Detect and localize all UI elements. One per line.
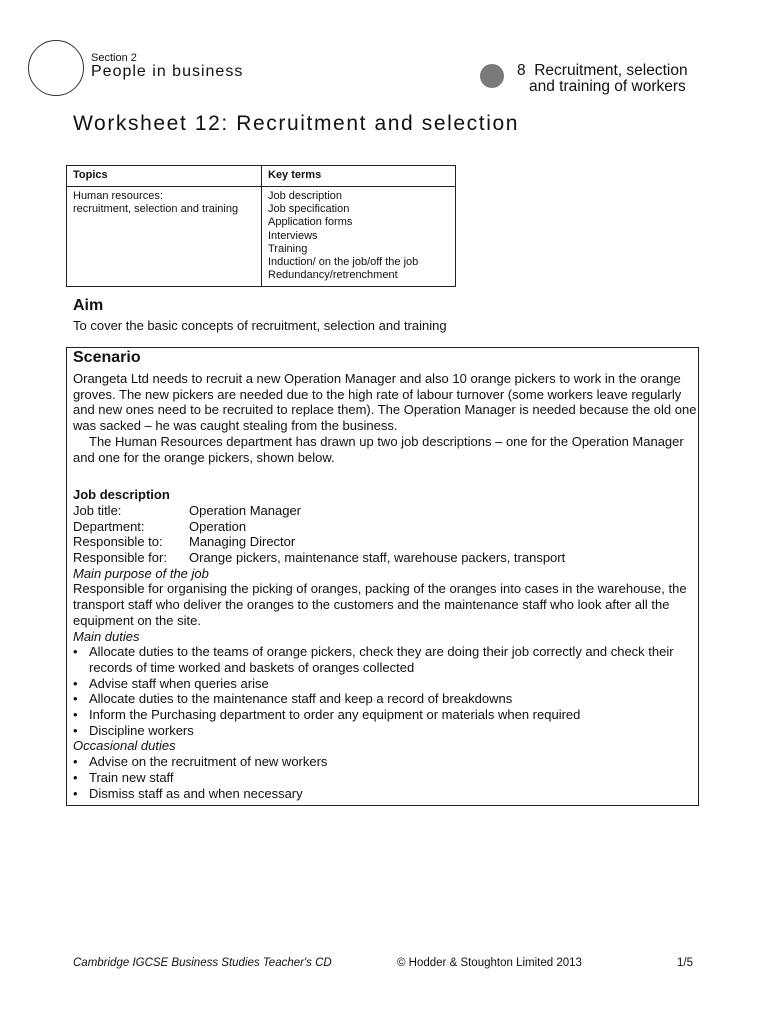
footer-publication: Cambridge IGCSE Business Studies Teacher's CD	[73, 957, 332, 969]
job-field	[73, 519, 697, 535]
job-field-value: Operation Manager	[189, 502, 302, 518]
chapter-title	[517, 63, 688, 95]
job-field-value: Orange pickers, maintenance staff, warehouse packers, transport	[189, 550, 566, 566]
topics-table	[66, 165, 456, 287]
section-circle-icon	[28, 40, 84, 96]
job-field-label: Job title:	[73, 502, 122, 518]
topics-header: Topics	[67, 166, 262, 187]
list-item: • Advise staff when queries arise	[73, 675, 269, 691]
bullet-icon: •	[73, 675, 78, 691]
key-term: Application forms	[268, 216, 353, 229]
job-field-label: Department:	[73, 518, 145, 534]
scenario-paragraph: The Human Resources department has drawn up two job descriptions – one for the Operation Manager and one for the orange pickers, shown below.	[73, 433, 684, 465]
aim-text: To cover the basic concepts of recruitment, selection and training	[73, 318, 447, 333]
list-item: • Discipline workers	[73, 722, 194, 738]
job-field	[73, 534, 697, 550]
job-field	[73, 550, 697, 566]
job-description-heading: Job description	[73, 487, 170, 503]
list-item: • Allocate duties to the teams of orange pickers, check they are doing their job correctly and check their records of time worked and baskets of oranges collected	[73, 644, 674, 675]
key-term: Induction/ on the job/off the job	[268, 256, 419, 269]
topic-line: recruitment, selection and training	[73, 203, 239, 216]
list-item: • Dismiss staff as and when necessary	[73, 785, 303, 801]
main-duties-heading: Main duties	[73, 628, 140, 644]
job-field	[73, 503, 697, 519]
bullet-icon: •	[73, 707, 78, 723]
key-term: Job description	[268, 190, 342, 202]
footer-copyright: © Hodder & Stoughton Limited 2013	[397, 957, 582, 969]
bullet-icon: •	[73, 644, 78, 660]
list-item: • Advise on the recruitment of new workers	[73, 754, 328, 770]
bullet-icon: •	[73, 754, 78, 770]
topics-table-header-row	[67, 166, 456, 187]
chapter-title-line2: and training of workers	[529, 78, 686, 95]
job-field-label: Responsible to:	[73, 534, 163, 550]
occasional-duties-heading: Occasional duties	[73, 738, 176, 754]
scenario-heading: Scenario	[73, 349, 141, 366]
section-title: People in business	[91, 63, 244, 80]
chapter-title-line1: 8 Recruitment, selection	[517, 62, 688, 79]
key-term: Redundancy/retrenchment	[268, 269, 398, 282]
job-field-value: Managing Director	[189, 534, 296, 550]
key-term: Interviews	[268, 229, 318, 242]
job-field-value: Operation	[189, 518, 247, 534]
footer-page-number: 1/5	[677, 957, 693, 969]
key-terms-cell	[262, 187, 456, 287]
job-field-label: Responsible for:	[73, 550, 167, 566]
bullet-icon: •	[73, 722, 78, 738]
topics-cell	[67, 187, 262, 287]
list-item: • Train new staff	[73, 769, 174, 785]
bullet-icon: •	[73, 691, 78, 707]
bullet-icon: •	[73, 769, 78, 785]
scenario-paragraph: Orangeta Ltd needs to recruit a new Operation Manager and also 10 orange pickers to work in the orange groves. The new pickers are needed due to the high rate of labour turnover (some workers leave regularly and new ones need to be recruited to replace them). The Operation Manager is needed because the old one was sacked – he was caught stealing from the business.	[73, 371, 697, 434]
key-term: Job specification	[268, 203, 350, 216]
list-item: • Inform the Purchasing department to order any equipment or materials when required	[73, 707, 581, 723]
chapter-dot-icon	[480, 64, 504, 88]
topic-line: Human resources:	[73, 190, 163, 202]
purpose-text: Responsible for organising the picking of oranges, packing of the oranges into cases in the warehouse, the transport staff who deliver the oranges to the customers and the maintenance staff who look after all the equipment on the site.	[73, 581, 687, 628]
scenario-content	[73, 349, 697, 801]
key-term: Training	[268, 242, 308, 255]
topics-table-row	[67, 187, 456, 287]
aim-heading: Aim	[73, 297, 104, 314]
key-terms-header: Key terms	[262, 166, 456, 187]
worksheet-title: Worksheet 12: Recruitment and selection	[73, 112, 520, 135]
section-label: Section 2	[91, 52, 137, 64]
list-item: • Allocate duties to the maintenance staff and keep a record of breakdowns	[73, 691, 513, 707]
bullet-icon: •	[73, 785, 78, 801]
purpose-heading: Main purpose of the job	[73, 565, 209, 581]
